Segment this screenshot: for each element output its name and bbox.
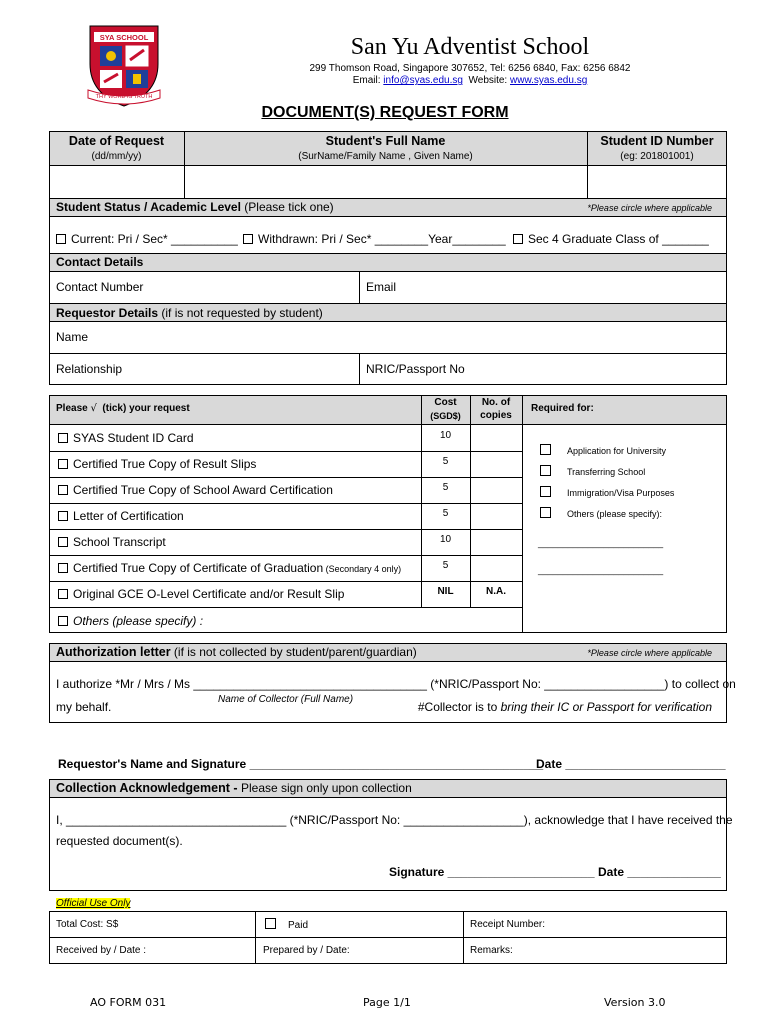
authorization-label: Authorization letter [56,645,171,659]
purpose-label: Transferring School [567,467,646,477]
copies-column-header-line2: copies [480,410,512,421]
student-name-hint: (SurName/Family Name , Given Name) [298,151,473,162]
nric-label: NRIC/Passport No [366,362,465,376]
student-id-field[interactable] [588,166,726,198]
school-contact-line [170,75,770,86]
others-label: Others (please specify) : [73,614,204,628]
item-checkbox[interactable] [58,485,68,495]
item-cost: 10 [439,534,452,545]
item-copies: N.A. [486,586,506,597]
website-label: Website: [462,75,510,86]
request-table-heading [56,403,190,414]
item-checkbox[interactable] [58,459,68,469]
date-format-hint: (dd/mm/yy) [91,151,142,162]
withdrawn-checkbox[interactable] [243,234,253,244]
received-by-label: Received by / Date : [56,945,147,956]
item-checkbox[interactable] [58,589,68,599]
item-cost: 5 [442,456,449,467]
request-item-others[interactable] [58,614,203,628]
authorization-note: *Please circle where applicable [587,648,712,658]
item-label: Letter of Certification [73,509,184,523]
purpose-other-blank[interactable]: _________________________ [538,538,664,548]
status-current-option[interactable] [56,232,238,246]
acknowledgement-date-line[interactable]: Date ______________ [598,865,721,879]
item-note: (Secondary 4 only) [323,564,402,574]
tick-symbol: √ [90,403,97,414]
official-use-heading: Official Use Only [56,898,131,909]
student-status-label: Student Status / Academic Level [56,200,241,214]
paid-label: Paid [288,920,309,931]
purpose-checkbox[interactable] [540,465,551,476]
item-label: Certified True Copy of School Award Certification [73,483,333,497]
website-link[interactable]: www.syas.edu.sg [510,75,588,86]
receipt-number-label: Receipt Number: [470,919,546,930]
contact-number-field[interactable] [150,272,358,302]
sec4-checkbox[interactable] [513,234,523,244]
remarks-label: Remarks: [470,945,513,956]
requestor-details-label: Requestor Details [56,306,159,320]
authorization-heading [56,645,417,659]
purpose-checkbox[interactable] [540,486,551,497]
collector-verification-note [418,700,712,714]
form-version: Version 3.0 [604,996,666,1009]
item-checkbox[interactable] [58,563,68,573]
prepared-by-label: Prepared by / Date: [263,945,350,956]
requestor-details-instruction: (if is not requested by student) [158,306,323,320]
email-link[interactable]: info@syas.edu.sg [383,75,463,86]
purpose-label: Others (please specify): [567,509,663,519]
item-checkbox[interactable] [58,537,68,547]
item-label: School Transcript [73,535,166,549]
cost-column-unit: (SGD$) [430,411,461,421]
paid-option[interactable] [265,918,308,931]
request-item[interactable] [58,483,333,497]
item-checkbox[interactable] [58,511,68,521]
purpose-option[interactable] [540,507,662,519]
purpose-label: Immigration/Visa Purposes [567,488,675,498]
purpose-option[interactable] [540,465,645,477]
item-cost: NIL [437,586,454,597]
form-title: DOCUMENT(S) REQUEST FORM [261,104,509,121]
current-label: Current: Pri / Sec* __________ [71,232,238,246]
authorization-statement[interactable]: I authorize *Mr / Mrs / Ms ___________________________________ (*NRIC/Passport No: __________________) to collect on [56,677,736,691]
withdrawn-label: Withdrawn: Pri / Sec* ________Year________ [258,232,506,246]
verification-prefix: #Collector is to [417,700,501,714]
acknowledgement-signature-line[interactable]: Signature ______________________ [389,865,595,879]
status-sec4-option[interactable] [513,232,709,246]
sec4-label: Sec 4 Graduate Class of _______ [528,232,709,246]
requestor-name-label: Name [56,330,89,344]
relationship-label: Relationship [56,362,123,376]
student-id-label: Student ID Number [600,134,714,148]
student-name-label: Student's Full Name [325,134,446,148]
authorization-behalf: my behalf. [56,700,112,714]
item-label: Original GCE O-Level Certificate and/or Result Slip [73,587,345,601]
requestor-date-line[interactable]: Date ________________________ [536,757,726,771]
relationship-field[interactable] [140,354,358,384]
status-note: *Please circle where applicable [587,203,712,213]
acknowledgement-statement-end: requested document(s). [56,834,183,848]
date-of-request-field[interactable] [50,166,183,198]
acknowledgement-statement[interactable]: I, _________________________________ (*NRIC/Passport No: __________________), acknowledge that I have received the [56,813,733,827]
purpose-label: Application for University [567,446,667,456]
request-item[interactable] [58,587,344,601]
acknowledgement-heading [56,781,412,795]
purpose-option[interactable] [540,486,674,498]
email-label: Email: [352,75,384,86]
request-item[interactable] [58,431,194,445]
page-number: Page 1/1 [363,996,411,1009]
form-code: AO FORM 031 [90,996,167,1009]
email-field[interactable] [400,272,726,302]
item-label: Certified True Copy of Result Slips [73,457,257,471]
heading-tick: (tick) your request [96,403,190,414]
date-of-request-label: Date of Request [68,134,165,148]
item-checkbox[interactable] [58,433,68,443]
others-checkbox[interactable] [58,616,68,626]
student-id-hint: (eg: 201801001) [620,151,694,162]
collector-name-hint: Name of Collector (Full Name) [218,694,354,705]
nric-field[interactable] [470,354,726,384]
student-name-field[interactable] [185,166,586,198]
cost-column-header: Cost [434,397,457,408]
purpose-other-blank[interactable]: _________________________ [538,565,664,575]
copies-column-header: No. of [481,397,511,408]
purpose-option[interactable] [540,444,666,456]
item-label: SYAS Student ID Card [73,431,194,445]
school-address: 299 Thomson Road, Singapore 307652, Tel: 6256 6840, Fax: 6256 6842 [309,63,631,74]
requestor-name-field[interactable] [100,322,726,352]
requestor-signature-line[interactable]: Requestor's Name and Signature ____________________________________________ [58,757,544,771]
acknowledgement-label: Collection Acknowledgement - [56,781,241,795]
current-checkbox[interactable] [56,234,66,244]
acknowledgement-instruction: Please sign only upon collection [240,781,412,795]
request-item[interactable] [58,535,166,549]
student-status-heading [56,200,334,214]
purpose-checkbox[interactable] [540,507,551,518]
crest-motto-text: THY WORD IS TRUTH [95,94,153,100]
required-for-header: Required for: [531,403,594,414]
email-field-label: Email [366,280,397,294]
item-cost: 5 [442,560,449,571]
request-item[interactable] [58,457,256,471]
requestor-details-heading [56,306,323,320]
verification-instruction: bring their IC or Passport for verification [500,700,712,714]
authorization-instruction: (if is not collected by student/parent/guardian) [170,645,417,659]
heading-please: Please [56,403,91,414]
school-crest [80,20,168,108]
contact-number-label: Contact Number [56,280,144,294]
item-label: Certified True Copy of Certificate of Graduation [73,561,324,575]
item-cost: 10 [439,430,452,441]
request-item[interactable] [58,509,184,523]
paid-checkbox[interactable] [265,918,276,929]
request-item[interactable] [58,561,401,575]
school-name: San Yu Adventist School [350,34,590,60]
contact-details-heading: Contact Details [56,255,144,269]
student-status-instruction: (Please tick one) [240,200,334,214]
purpose-checkbox[interactable] [540,444,551,455]
item-cost: 5 [442,482,449,493]
total-cost-label: Total Cost: S$ [56,919,119,930]
status-withdrawn-option[interactable] [243,232,506,246]
item-cost: 5 [442,508,449,519]
crest-title-text: SYA SCHOOL [99,33,149,42]
